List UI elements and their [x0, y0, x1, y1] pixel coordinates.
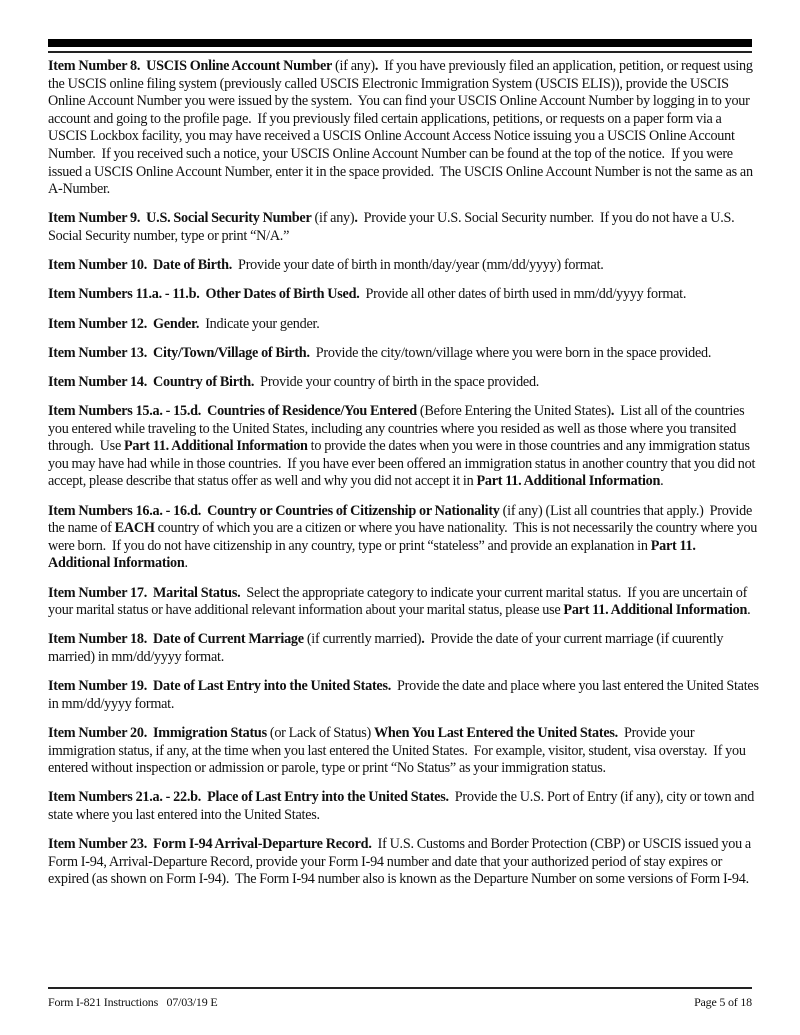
bold-text: Part 11. Additional Information [124, 438, 308, 455]
bold-text: Part 11. Additional Information [48, 537, 698, 572]
body-text: If you have previously filed an application, petition, or request using the USCIS online filing system (previously called USCIS Electronic Immigration System (USCIS ELIS)), provide the USCIS Online Account Number you were issued by the system. You can find your USCIS Online Account Number by logging in to your account and going to the profile page. If you previously filed certain applications, petitions, or requests on a paper form via a USCIS Lockbox facility, you may have received a USCIS Online Account Access Notice issuing you a USCIS Online Account Number. If you received such a notice, your USCIS Online Account Number can be found at the top of the notice. If you were issued a USCIS Online Account Number, enter it in the space provided. The USCIS Online Account Number is not the same as an A-Number. [48, 58, 756, 198]
footer-rule [48, 987, 752, 989]
body-text: (if any) [311, 210, 355, 227]
body-text: (Before Entering the United States) [416, 403, 611, 420]
item-paragraph [48, 374, 760, 392]
body-text: Provide your date of birth in month/day/year (mm/dd/yyyy) format. [232, 257, 604, 274]
body-text: to provide the dates when you were in those countries and any immigration status you may have had while in those countries. If you have ever been offered an immigration status in another country that you did not accept, please describe that status offer as well and why you did not accept it in [48, 438, 759, 490]
body-text: Provide the U.S. Port of Entry (if any), city or town and state where you last entered into the United States. [48, 789, 758, 823]
bold-text: Item Number 13. City/Town/Village of Birth. [48, 344, 310, 361]
body-text: Indicate your gender. [199, 315, 320, 332]
bold-text: When You Last Entered the United States. [373, 724, 618, 741]
body-text: Provide your immigration status, if any, at the time when you last entered the United States. For example, visitor, student, visa overstay. If you entered without inspection or admission or parole, type or print “No Status” as your immigration status. [48, 724, 749, 777]
body-text: (if any) (List all countries that apply.) Provide the name of [48, 502, 755, 537]
body-text: . [747, 602, 751, 619]
body-text: Provide the city/town/village where you were born in the space provided. [309, 344, 712, 361]
item-paragraph [48, 836, 760, 889]
body-text: . [660, 473, 664, 490]
bold-text: Item Number 19. Date of Last Entry into the United States. [48, 678, 392, 695]
bold-text: Item Number 23. Form I-94 Arrival-Departure Record. [48, 836, 372, 853]
item-paragraph [48, 210, 760, 245]
body-text: Provide the date of your current marriage (if cuurently married) in mm/dd/yyyy format. [48, 631, 727, 665]
body-text: (if any) [332, 58, 375, 74]
item-paragraph [48, 257, 760, 275]
item-paragraph [48, 678, 760, 713]
bold-text: Item Number 14. Country of Birth. [48, 373, 255, 390]
body-text: List all of the countries you entered while traveling to the United States, including any countries where you resided as well as those where you transited through. Use [48, 403, 748, 455]
footer-form-id: Form I-821 Instructions 07/03/19 E [48, 995, 218, 1009]
item-paragraph [48, 631, 760, 666]
item-paragraph [48, 316, 760, 334]
bold-text: Item Number 12. Gender. [48, 315, 200, 332]
item-paragraph [48, 725, 760, 778]
body-text: . [184, 555, 188, 572]
body-text: (if currently married) [303, 631, 422, 648]
bold-text: Part 11. Additional Information [563, 602, 748, 619]
item-paragraph [48, 503, 760, 573]
header-rule-thick [48, 39, 752, 47]
bold-text: . [421, 631, 425, 648]
bold-text: Item Number 10. Date of Birth. [48, 257, 233, 274]
bold-text: Item Number 9. U.S. Social Security Number [48, 210, 312, 227]
bold-text: Item Numbers 15.a. - 15.d. Countries of Residence/You Entered [48, 403, 417, 420]
bold-text: Part 11. Additional Information [476, 473, 661, 490]
body-text: If U.S. Customs and Border Protection (CBP) or USCIS issued you a Form I-94, Arrival-Departure Record, provide your Form I-94 number and date that your authorized period of stay expires or expired (as shown on Form I-94). The Form I-94 number also is known as the Departure Number on some versions of Form I-94. [48, 836, 754, 888]
item-paragraph [48, 286, 760, 304]
item-paragraph [48, 58, 760, 199]
header-rule-thin [48, 51, 752, 53]
bold-text: Item Numbers 11.a. - 11.b. Other Dates of Birth Used. [48, 286, 360, 303]
bold-text: Item Number 20. Immigration Status [48, 724, 267, 741]
bold-text: Item Numbers 21.a. - 22.b. Place of Last Entry into the United States. [48, 789, 449, 806]
bold-text: . [374, 58, 379, 74]
footer-page-number: Page 5 of 18 [694, 995, 752, 1009]
item-paragraph [48, 585, 760, 620]
bold-text: Item Numbers 16.a. - 16.d. Country or Countries of Citizenship or Nationality [48, 502, 500, 519]
item-paragraph [48, 789, 760, 824]
body-text: Provide your country of birth in the space provided. [254, 373, 540, 390]
item-paragraph [48, 403, 760, 491]
body-text: Select the appropriate category to indicate your current marital status. If you are uncertain of your marital status or have additional relevant information about your marital status, please use [48, 584, 751, 619]
bold-text: EACH [114, 520, 155, 537]
body-text: country of which you are a citizen or where you have nationality. This is not necessarily the country where you were born. If you do not have citizenship in any country, type or print “stateless” and provide an explanation in [48, 520, 761, 554]
instructions-body [48, 58, 760, 900]
item-paragraph [48, 345, 760, 363]
body-text: Provide your U.S. Social Security number. If you do not have a U.S. Social Security number, type or print “N/A.” [48, 210, 738, 244]
body-text: Provide all other dates of birth used in mm/dd/yyyy format. [359, 286, 687, 303]
bold-text: . [354, 210, 358, 227]
body-text: (or Lack of Status) [266, 724, 374, 741]
bold-text: Item Number 17. Marital Status. [48, 584, 241, 601]
body-text: Provide the date and place where you last entered the United States in mm/dd/yyyy format. [48, 678, 762, 712]
bold-text: . [610, 403, 615, 420]
bold-text: Item Number 18. Date of Current Marriage [48, 631, 304, 648]
bold-text: Item Number 8. USCIS Online Account Number [48, 58, 333, 74]
